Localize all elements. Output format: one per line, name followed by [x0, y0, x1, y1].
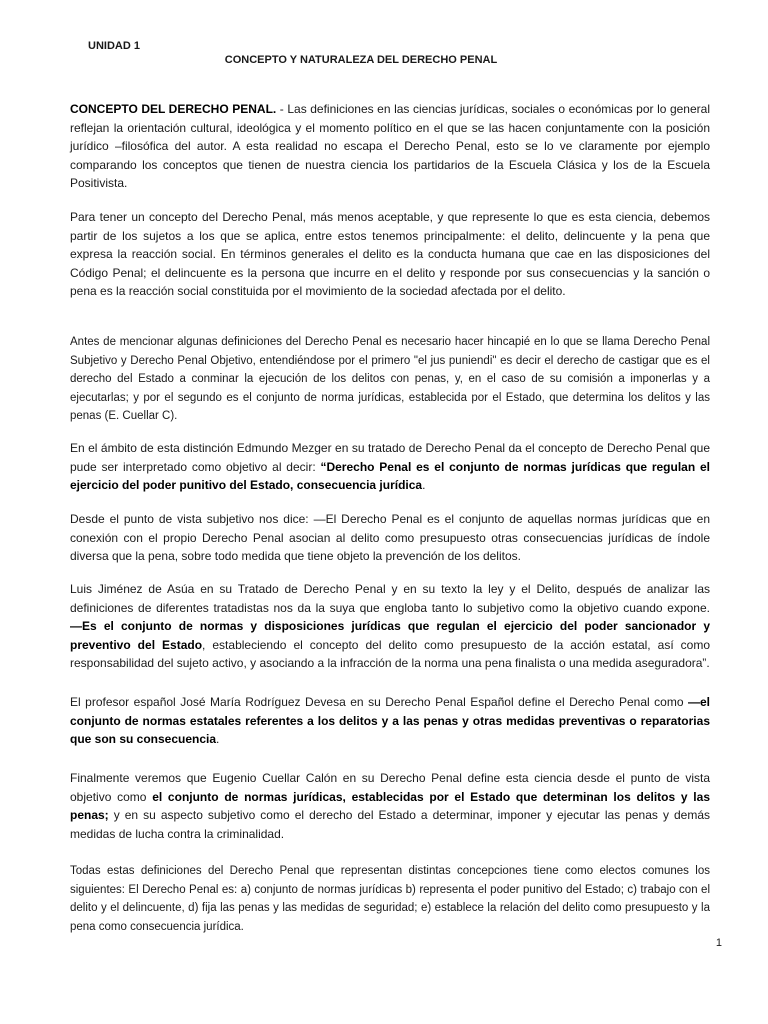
paragraph-jimenez-asua — [70, 580, 710, 673]
paragraph-text: Todas estas definiciones del Derecho Penal que representan distintas concepciones tiene como electos comunes los siguientes: El Derecho Penal es: a) conjunto de normas jurídicas b) representa el poder punitivo del Estado; c) trabajo con el delito y el delincuente, d) fija las penas y las medidas de seguridad; e) establece la relación del delito como presupuesto y la pena como consecuencia jurídica. — [70, 865, 710, 933]
quote-bold: “Derecho Penal es el conjunto de normas jurídicas que regulan el ejercicio del poder punitivo del Estado, consecuencia jurídica — [70, 459, 710, 493]
paragraph-rodriguez-devesa — [70, 693, 710, 749]
paragraph-text: Para tener un concepto del Derecho Penal, más menos aceptable, y que represente lo que es esta ciencia, debemos partir de los sujetos a los que se aplica, entre estos tenemos principalmente: el delito, delincuente y la pena que expresa la reacción social. En términos generales el delito es la conducta humana que cae en las disposiciones del Código Penal; el delincuente es la persona que incurre en el delito y responde por sus consecuencias y la sanción o pena es la reacción social constituida por el movimiento de la sociedad afectada por el delito. — [70, 210, 710, 299]
paragraph-text: Desde el punto de vista subjetivo nos dice: ―El Derecho Penal es el conjunto de aquellas normas jurídicas que en conexión con el propio Derecho Penal asocian al delito como presupuesto otras consecuencias jurídicas de índole diversa que la pena, sobre todo medida que tiene objeto la prevención de los delitos. — [70, 512, 710, 564]
paragraph-cuellar-calon — [70, 769, 710, 843]
paragraph-elementos-comunes — [70, 862, 710, 936]
paragraph-subjetivo-definicion — [70, 510, 710, 566]
paragraph-text: En el ámbito de esta distinción Edmundo Mezger en su tratado de Derecho Penal da el concepto de Derecho Penal que pude ser interpretado como objetivo al decir: — [70, 441, 710, 474]
paragraph-concepto — [70, 100, 710, 193]
document-title: CONCEPTO Y NATURALEZA DEL DERECHO PENAL — [224, 54, 498, 66]
paragraph-text: Finalmente veremos que Eugenio Cuellar Calón en su Derecho Penal define esta ciencia desde el punto de vista objetivo como — [70, 771, 710, 804]
paragraph-text: - Las definiciones en las ciencias jurídicas, sociales o económicas por lo general reflejan la orientación cultural, ideológica y el momento político en el que se las hacen conjuntamente con la posición jurídico –filosófica del autor. A esta realidad no escapa el Derecho Penal, esto se lo ve claramente por ejemplo comparando los conceptos que tienen de nuestra ciencia los partidarios de la Escuela Clásica y los de la Escuela Positivista. — [70, 102, 710, 191]
paragraph-heading: CONCEPTO DEL DERECHO PENAL. — [70, 102, 277, 116]
paragraph-text: Luis Jiménez de Asúa en su Tratado de Derecho Penal y en su texto la ley y el Delito, después de analizar las definiciones de diferentes tratadistas nos da la suya que engloba tanto lo subjetivo como la objetivo cuando expone. — [70, 582, 710, 615]
paragraph-text: Antes de mencionar algunas definiciones del Derecho Penal es necesario hacer hincapié en lo que se llama Derecho Penal Subjetivo y Derecho Penal Objetivo, entendiéndose por el primero "el jus puniendi" es decir el derecho de castigar que es el derecho del Estado a conminar la ejecución de los delitos con penas, y, en el caso de su comisión a imponerlas y a ejecutarlas; y por el segundo es el conjunto de norma jurídicas, establecida por el Estado, que determina los delitos y las penas (E. Cuellar C). — [70, 336, 710, 423]
paragraph-text-end: , estableciendo el concepto del delito como presupuesto de la acción estatal, así como responsabilidad del sujeto activo, y asociando a la infracción de la norma una pena finalista o una medida aseguradora”. — [70, 637, 710, 671]
paragraph-mezger — [70, 439, 710, 495]
quote-bold: ―el conjunto de normas estatales referentes a los delitos y a las penas y otras medidas preventivas o reparatorias que son su consecuencia — [70, 695, 710, 747]
paragraph-sujetos — [70, 208, 710, 301]
quote-bold: el conjunto de normas jurídicas, establecidas por el Estado que determinan los delitos y las penas; — [70, 789, 710, 823]
paragraph-text-end: . — [216, 732, 220, 747]
quote-bold: ―Es el conjunto de normas y disposiciones jurídicas que regulan el ejercicio del poder sancionador y preventivo del Estado — [70, 619, 710, 652]
paragraph-text-end: . — [422, 478, 426, 493]
paragraph-text: El profesor español José María Rodríguez Devesa en su Derecho Penal Español define el Derecho Penal como — [70, 695, 688, 709]
page-number: 1 — [715, 937, 722, 949]
paragraph-subjetivo-objetivo — [70, 333, 710, 426]
unit-label: UNIDAD 1 — [88, 40, 140, 52]
paragraph-text-end: y en su aspecto subjetivo como el derecho del Estado a determinar, imponer y ejecutar las penas y demás medidas de lucha contra la criminalidad. — [70, 808, 710, 841]
